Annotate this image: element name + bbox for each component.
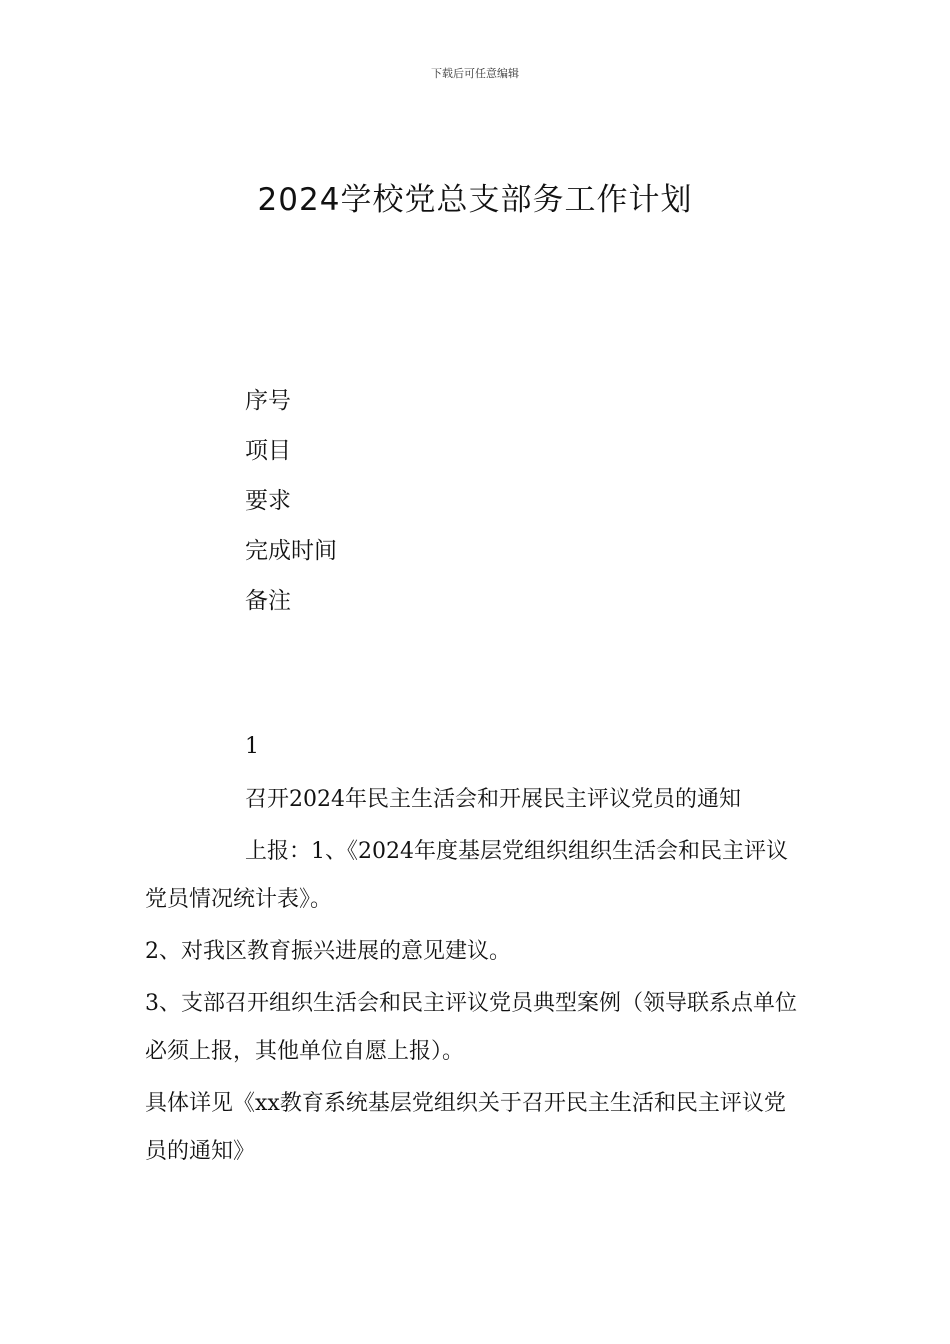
requirement-item-3: 3、支部召开组织生活会和民主评议党员典型案例（领导联系点单位必须上报，其他单位自愿上报）。 [145,991,797,1064]
page-header-note: 下载后可任意编辑 [431,67,519,80]
header-project: 项目 [245,438,291,464]
header-completion-time: 完成时间 [245,538,337,564]
header-remarks: 备注 [245,588,291,614]
header-serial-number: 序号 [245,388,291,414]
requirement-details-note: 具体详见《xx教育系统基层党组织关于召开民主生活和民主评议党员的通知》 [145,1091,786,1164]
requirement-item-1: 上报：1、《2024年度基层党组织组织生活会和民主评议党员情况统计表》。 [145,839,788,912]
table-header-list [245,376,337,626]
header-requirements: 要求 [245,488,291,514]
document-title: 2024学校党总支部务工作计划 [257,182,693,218]
row-project: 召开2024年民主生活会和开展民主评议党员的通知 [245,787,741,812]
row-number: 1 [245,734,259,759]
table-row-content [145,722,807,1176]
requirement-item-2: 2、对我区教育振兴进展的意见建议。 [145,939,511,964]
